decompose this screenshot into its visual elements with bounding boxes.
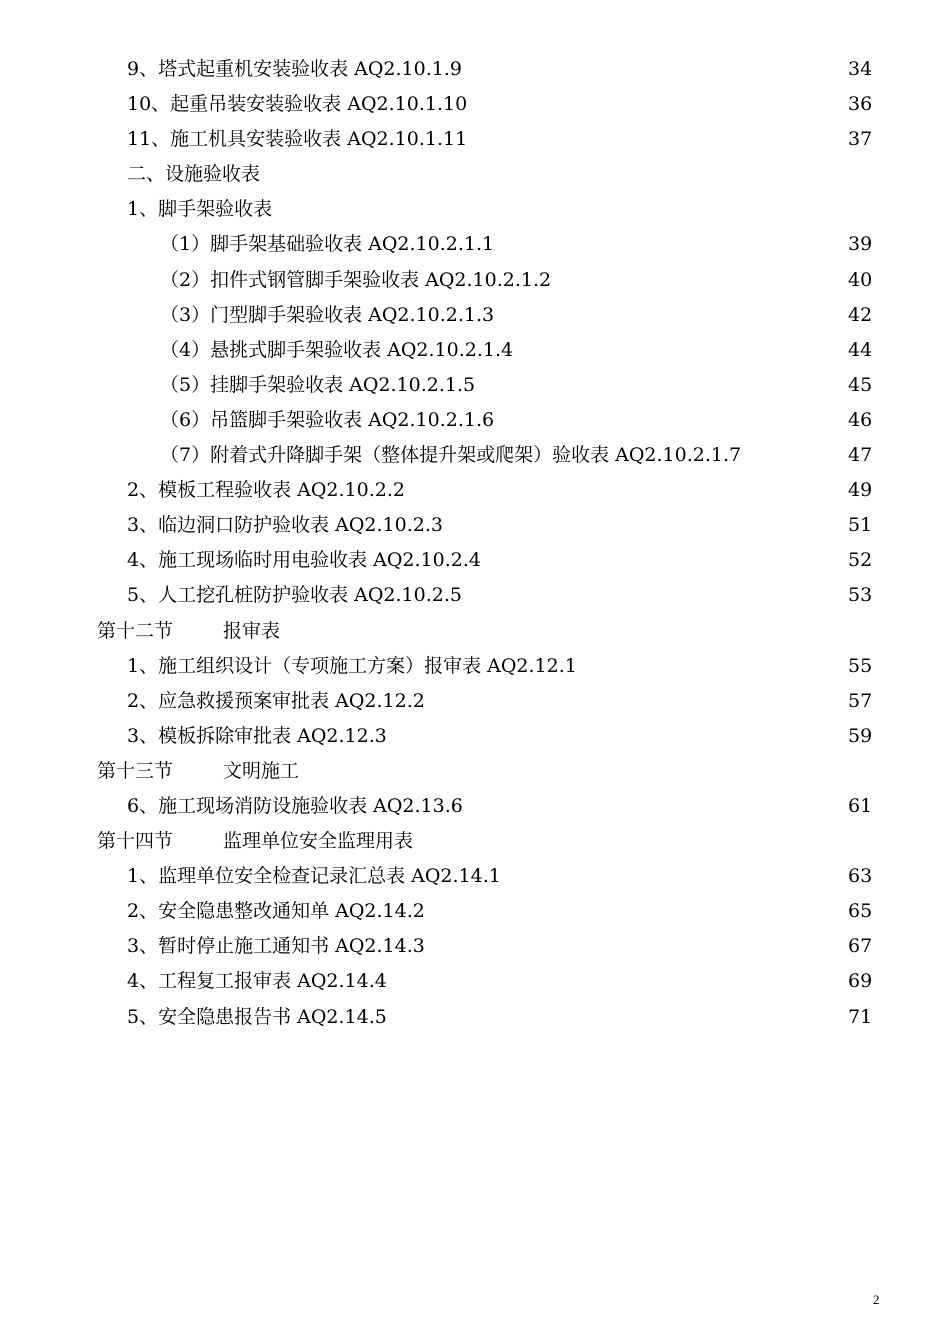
dot-leader	[445, 508, 836, 543]
dot-leader	[389, 719, 836, 754]
toc-entry	[0, 368, 950, 403]
dot-leader	[407, 473, 836, 508]
toc-entry	[0, 122, 950, 157]
toc-entry	[0, 649, 950, 684]
section-number: 第十四节	[97, 830, 174, 853]
toc-entry-title: 4、工程复工报审表 AQ2.14.4	[127, 970, 387, 993]
toc-entry-title: 11、施工机具安装验收表 AQ2.10.1.11	[127, 128, 468, 151]
toc-entry-title: （1）脚手架基础验收表 AQ2.10.2.1.1	[160, 233, 495, 256]
toc-entry-title: 6、施工现场消防设施验收表 AQ2.13.6	[127, 794, 463, 817]
toc-entry	[0, 789, 950, 824]
dot-leader	[515, 333, 836, 368]
toc-entry	[0, 578, 950, 613]
toc-page-number: 42	[848, 303, 873, 326]
toc-page-number: 65	[848, 900, 873, 923]
dot-leader	[503, 859, 836, 894]
toc-page-number: 47	[848, 444, 873, 467]
toc-entry-line	[160, 368, 836, 403]
toc-entry-line	[160, 298, 836, 333]
toc-entry-line	[127, 929, 836, 964]
toc-page-number: 49	[848, 479, 873, 502]
toc-page-number: 52	[848, 549, 873, 572]
toc-entry-title: （4）悬挑式脚手架验收表 AQ2.10.2.1.4	[160, 338, 514, 361]
toc-page-number: 63	[848, 865, 873, 888]
section-heading	[97, 754, 299, 789]
toc-entry	[0, 859, 950, 894]
toc-page-number: 36	[848, 93, 873, 116]
dot-leader	[389, 964, 836, 999]
toc-entry-title: （2）扣件式钢管脚手架验收表 AQ2.10.2.1.2	[160, 268, 552, 291]
toc-page-number: 34	[848, 58, 873, 80]
toc-page-number: 71	[848, 1005, 873, 1028]
section-number: 第十二节	[97, 619, 174, 642]
section-heading	[97, 614, 280, 649]
toc-entry-title: （7）附着式升降脚手架（整体提升架或爬架）验收表 AQ2.10.2.1.7	[160, 444, 742, 467]
toc-entry-line	[127, 894, 836, 929]
toc-page-number: 45	[848, 373, 873, 396]
toc-entry	[0, 473, 950, 508]
toc-entry-line	[160, 403, 836, 438]
toc-entry	[0, 929, 950, 964]
toc-entry-title: 1、脚手架验收表	[127, 198, 273, 221]
toc-entry-title: 3、临边洞口防护验收表 AQ2.10.2.3	[127, 514, 443, 537]
toc-page-number: 51	[848, 514, 873, 537]
table-of-contents	[0, 52, 950, 1035]
toc-entry-title: 2、安全隐患整改通知单 AQ2.14.2	[127, 900, 425, 923]
dot-leader	[427, 929, 836, 964]
dot-leader	[579, 649, 836, 684]
toc-entry-line	[160, 438, 836, 473]
dot-leader	[743, 438, 836, 473]
toc-entry	[0, 403, 950, 438]
dot-leader	[496, 227, 836, 262]
section-heading-row	[0, 824, 950, 859]
dot-leader	[427, 894, 836, 929]
dot-leader	[553, 263, 836, 298]
toc-entry	[0, 1000, 950, 1035]
section-heading-row	[0, 754, 950, 789]
toc-entry-title: 5、安全隐患报告书 AQ2.14.5	[127, 1005, 387, 1028]
toc-entry-line	[127, 157, 836, 192]
toc-page-number: 67	[848, 935, 873, 958]
toc-entry-line	[160, 263, 836, 298]
toc-entry	[0, 438, 950, 473]
toc-page-number: 57	[848, 689, 873, 712]
toc-page-number: 61	[848, 794, 873, 817]
toc-entry-line	[127, 1000, 836, 1035]
toc-entry-title: 2、模板工程验收表 AQ2.10.2.2	[127, 479, 405, 502]
toc-entry-title: 9、塔式起重机安装验收表 AQ2.10.1.9	[127, 58, 462, 80]
toc-entry-line	[127, 192, 836, 227]
toc-entry-title: 5、人工挖孔桩防护验收表 AQ2.10.2.5	[127, 584, 462, 607]
toc-entry	[0, 543, 950, 578]
toc-entry	[0, 157, 950, 192]
toc-entry	[0, 227, 950, 262]
section-title: 监理单位安全监理用表	[223, 830, 414, 853]
toc-entry	[0, 298, 950, 333]
toc-entry	[0, 894, 950, 929]
toc-entry-line	[127, 859, 836, 894]
toc-page-number: 55	[848, 654, 873, 677]
toc-entry-title: 10、起重吊装安装验收表 AQ2.10.1.10	[127, 93, 468, 116]
dot-leader	[496, 298, 836, 333]
dot-leader	[469, 122, 836, 157]
section-title: 报审表	[223, 619, 281, 642]
toc-entry	[0, 87, 950, 122]
toc-entry-line	[127, 122, 836, 157]
toc-page-number: 59	[848, 724, 873, 747]
toc-entry-line	[127, 543, 836, 578]
toc-entry-line	[127, 719, 836, 754]
toc-entry	[0, 964, 950, 999]
toc-page-number: 53	[848, 584, 873, 607]
page-number: 2	[873, 1292, 880, 1307]
toc-entry-title: 3、模板拆除审批表 AQ2.12.3	[127, 724, 387, 747]
toc-entry-title: （6）吊篮脚手架验收表 AQ2.10.2.1.6	[160, 408, 495, 431]
toc-entry	[0, 719, 950, 754]
toc-entry-line	[127, 508, 836, 543]
toc-entry-title: 4、施工现场临时用电验收表 AQ2.10.2.4	[127, 549, 481, 572]
dot-leader	[465, 789, 836, 824]
toc-page-number: 37	[848, 128, 873, 151]
toc-entry-title: （5）挂脚手架验收表 AQ2.10.2.1.5	[160, 373, 476, 396]
toc-page-number: 69	[848, 970, 873, 993]
toc-page-number: 40	[848, 268, 873, 291]
toc-entry-title: 二、设施验收表	[127, 163, 261, 186]
dot-leader	[464, 52, 836, 87]
dot-leader	[464, 578, 836, 613]
toc-entry-line	[160, 333, 836, 368]
toc-entry-line	[127, 52, 836, 87]
dot-leader	[427, 684, 836, 719]
toc-entry	[0, 508, 950, 543]
toc-entry-line	[127, 473, 836, 508]
section-title: 文明施工	[223, 759, 300, 782]
dot-leader	[496, 403, 836, 438]
toc-entry-title: 1、施工组织设计（专项施工方案）报审表 AQ2.12.1	[127, 654, 577, 677]
section-heading-row	[0, 614, 950, 649]
toc-entry-title: 3、暂时停止施工通知书 AQ2.14.3	[127, 935, 425, 958]
toc-entry	[0, 684, 950, 719]
toc-entry-title: （3）门型脚手架验收表 AQ2.10.2.1.3	[160, 303, 495, 326]
toc-entry	[0, 192, 950, 227]
toc-entry-title: 1、监理单位安全检查记录汇总表 AQ2.14.1	[127, 865, 501, 888]
toc-entry	[0, 263, 950, 298]
toc-page-number: 44	[848, 338, 873, 361]
dot-leader	[389, 1000, 836, 1035]
dot-leader	[477, 368, 836, 403]
toc-entry	[0, 52, 950, 87]
toc-page-number: 39	[848, 233, 873, 256]
dot-leader	[469, 87, 836, 122]
toc-entry-line	[127, 87, 836, 122]
toc-entry-line	[127, 649, 836, 684]
toc-entry-line	[127, 789, 836, 824]
dot-leader	[483, 543, 836, 578]
toc-entry-title: 2、应急救援预案审批表 AQ2.12.2	[127, 689, 425, 712]
toc-entry-line	[127, 578, 836, 613]
toc-page-number: 46	[848, 408, 873, 431]
toc-entry-line	[127, 684, 836, 719]
section-number: 第十三节	[97, 759, 174, 782]
toc-entry-line	[160, 227, 836, 262]
toc-entry-line	[127, 964, 836, 999]
section-heading	[97, 824, 413, 859]
toc-entry	[0, 333, 950, 368]
